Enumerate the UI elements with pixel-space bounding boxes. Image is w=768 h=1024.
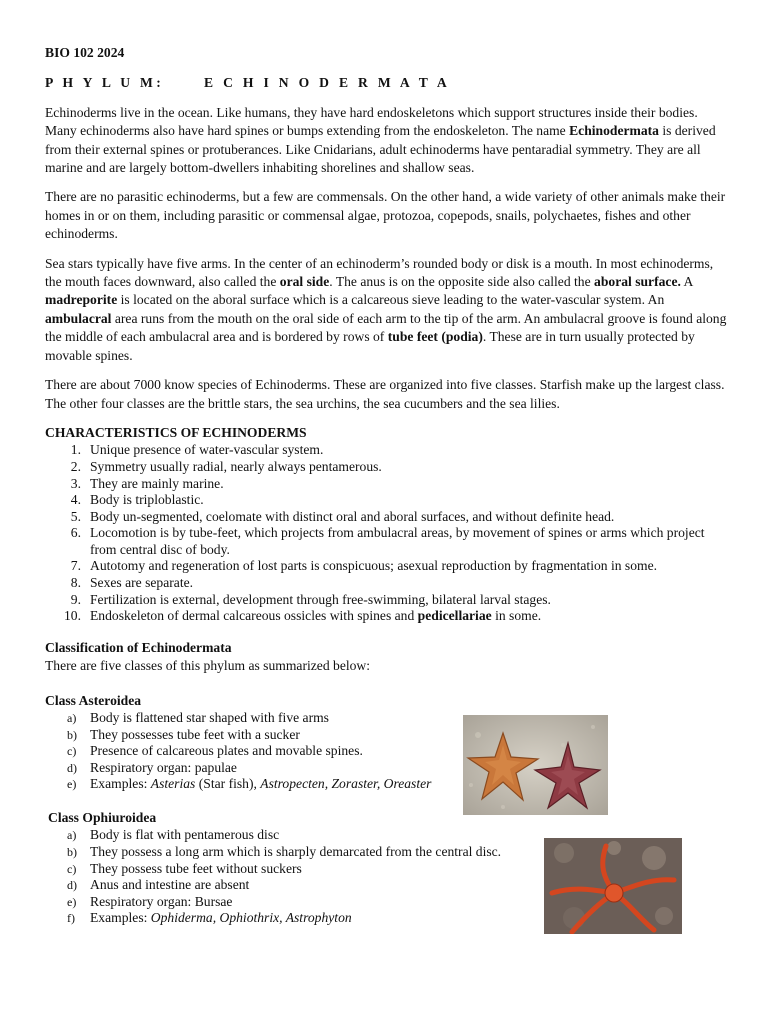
list-item: 3. They are mainly marine. — [70, 475, 224, 491]
list-item: 1. Unique presence of water-vascular system. — [70, 442, 324, 458]
term-oral-side: oral side — [279, 274, 330, 290]
phylum-label: P H Y L U M: — [45, 75, 165, 91]
term-aboral-surface: aboral surface. — [594, 274, 681, 290]
classification-intro: There are five classes of this phylum as summarized below: — [45, 658, 371, 674]
list-item: 2. Symmetry usually radial, nearly always pentamerous. — [70, 458, 382, 474]
characteristics-list — [45, 442, 730, 625]
classification-heading: Classification of Echinodermata — [45, 639, 232, 655]
intro-paragraph-4: There are about 7000 know species of Echinoderms. These are organized into five classes. Starfish make up the largest class. The other four classes are the brittle stars, the sea urchins, the sea cucumbers and the sea lilies. — [45, 377, 725, 411]
brittle-star-photo — [544, 838, 682, 934]
term-ambulacral: ambulacral — [45, 310, 112, 326]
list-item: c) They possess tube feet without suckers — [67, 860, 302, 876]
list-item: 7. Autotomy and regeneration of lost parts is conspicuous; asexual reproduction by fragmentation in some. — [70, 558, 658, 574]
list-item: 9. Fertilization is external, development through free-swimming, bilateral larval stages. — [70, 591, 551, 607]
asteroidea-heading: Class Asteroidea — [45, 692, 142, 708]
term-echinodermata: Echinodermata — [569, 123, 659, 139]
term-pedicellariae: pedicellariae — [417, 608, 492, 624]
list-item: d) Respiratory organ: papulae — [67, 759, 237, 775]
list-item: 8. Sexes are separate. — [70, 575, 194, 591]
term-tube-feet: tube feet (podia) — [387, 329, 483, 345]
intro-paragraph-3: Sea stars typically have five arms. In the center of an echinoderm’s rounded body or disk is a mouth. In most echinoderms, the mouth faces downward, also called the oral side. The anus is on the opposite side also called the aboral surface. A madreporite is located on the aboral surface which is a calcareous sieve leading to the water-vascular system. An ambulacral area runs from the mouth on the oral side of each arm to the tip of the arm. An ambulacral groove is found along the middle of each ambulacral area and is bordered by rows of tube feet (podia). These are in turn usually protected by movable spines. — [45, 255, 727, 363]
intro-paragraph-1: Echinoderms live in the ocean. Like humans, they have hard endoskeletons which support structures inside their bodies. Many echinoderms also have hard spines or bumps extending from the endoskeleton. The name Echinodermata is derived from their external spines or protuberances. Like Cnidarians, adult echinoderms have pentaradial symmetry. They are all marine and are largely bottom-dwellers inhabiting shorelines and shallow seas. — [45, 104, 716, 176]
asteroidea-list — [45, 710, 730, 793]
list-item: a) Body is flattened star shaped with five arms — [67, 710, 329, 726]
list-item: 6. Locomotion is by tube-feet, which projects from ambulacral areas, by movement of spines or arms which project from central disc of body. — [70, 525, 705, 557]
list-item: d) Anus and intestine are absent — [67, 877, 250, 893]
phylum-name: E C H I N O D E R M A T A — [204, 75, 450, 91]
starfish-photo — [463, 715, 608, 815]
list-item: e) Examples: Asterias (Star fish), Astropecten, Zoraster, Oreaster — [67, 776, 432, 792]
brittle-star-illustration — [544, 838, 682, 934]
characteristics-heading: CHARACTERISTICS OF ECHINODERMS — [45, 424, 307, 440]
phylum-title — [45, 74, 730, 92]
list-item: 4. Body is triploblastic. — [70, 492, 204, 508]
ophiuroidea-heading: Class Ophiuroidea — [48, 810, 157, 826]
list-item: 10. Endoskeleton of dermal calcareous ossicles with spines and pedicellariae in some. — [64, 608, 542, 624]
intro-paragraph-2: There are no parasitic echinoderms, but a few are commensals. On the other hand, a wide variety of other animals make their homes in or on them, including parasitic or commensal algae, protozoa, copepods, snails, polychaetes, fishes and other echinoderms. — [45, 189, 726, 242]
document-page — [45, 44, 730, 927]
list-item: f) Examples: Ophiderma, Ophiothrix, Astrophyton — [67, 910, 352, 926]
list-item: e) Respiratory organ: Bursae — [67, 893, 233, 909]
list-item: c) Presence of calcareous plates and movable spines. — [67, 743, 363, 759]
list-item: a) Body is flat with pentamerous disc — [67, 827, 280, 843]
list-item: b) They possesses tube feet with a sucker — [67, 726, 300, 742]
list-item: 5. Body un-segmented, coelomate with distinct oral and aboral surfaces, and without definite head. — [70, 508, 615, 524]
term-madreporite: madreporite — [45, 292, 118, 308]
list-item: b) They possess a long arm which is sharply demarcated from the central disc. — [67, 844, 502, 860]
starfish-illustration — [463, 715, 608, 815]
course-code: BIO 102 2024 — [45, 45, 125, 60]
